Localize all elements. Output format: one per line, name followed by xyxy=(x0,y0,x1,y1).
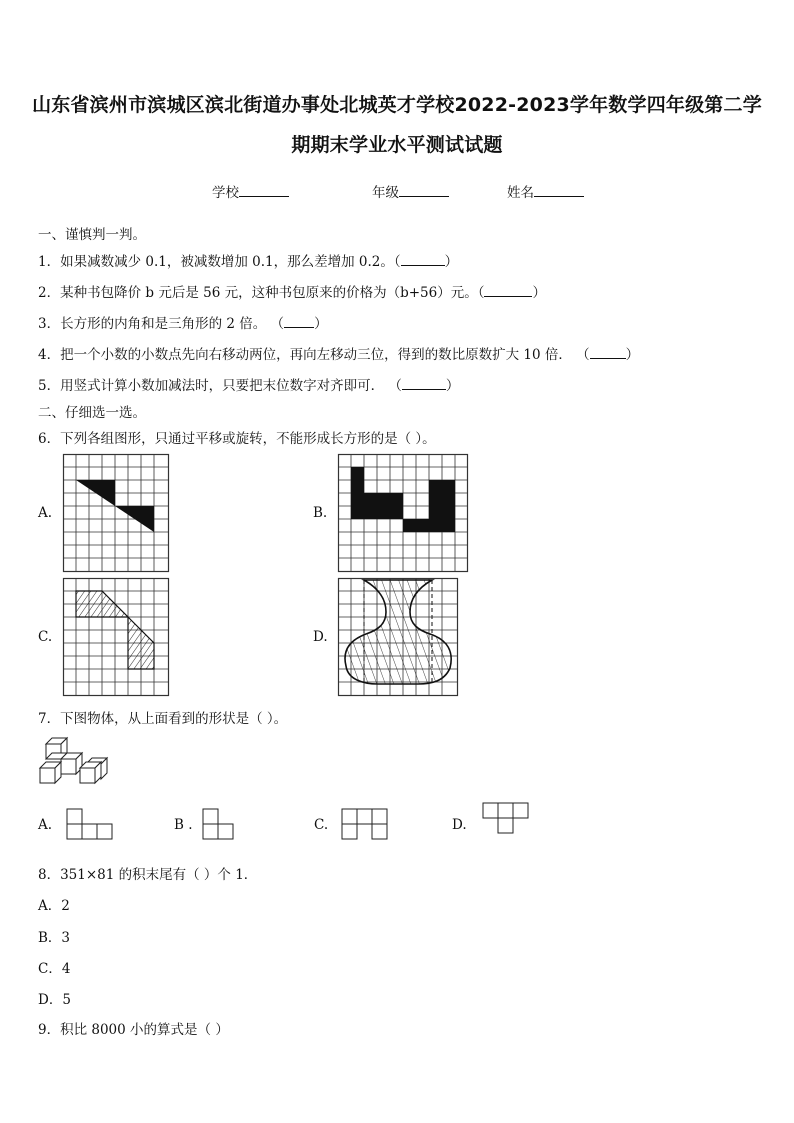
document-title-line-1: 山东省滨州市滨城区滨北街道办事处北城英才学校2022-2023学年数学四年级第二学 xyxy=(32,94,762,116)
question-3 xyxy=(38,312,328,332)
question-2-close: ） xyxy=(532,285,546,301)
question-8-stem: 8．351×81 的积末尾有（ ）个 1． xyxy=(38,867,258,883)
school-field[interactable] xyxy=(212,181,289,201)
question-7-stem: 7．下图物体，从上面看到的形状是（ ）。 xyxy=(38,711,288,727)
question-3-close: ） xyxy=(314,316,328,332)
question-3-text: 3．长方形的内角和是三角形的 2 倍。 （ xyxy=(38,316,285,332)
q7-option-a-label[interactable]: A. xyxy=(38,817,53,833)
question-4-answer-blank[interactable] xyxy=(590,348,626,359)
q7-option-d-figure xyxy=(482,802,532,842)
q6-option-c-label[interactable]: C. xyxy=(38,629,53,645)
q7-option-b-figure xyxy=(202,808,236,840)
q7-option-a-figure xyxy=(66,808,114,840)
question-4-close: ） xyxy=(625,347,640,363)
question-5-close: ） xyxy=(445,378,460,394)
school-label: 学校 xyxy=(212,185,239,201)
school-blank[interactable] xyxy=(239,184,289,197)
question-4 xyxy=(38,343,639,363)
q6-option-b-label[interactable]: B. xyxy=(313,505,328,521)
q8-option-c[interactable]: C．4 xyxy=(38,961,71,977)
question-3-answer-blank[interactable] xyxy=(284,317,314,328)
q6-figure-b xyxy=(338,454,468,572)
section-1-heading: 一、谨慎判一判。 xyxy=(38,227,146,243)
q7-cubes-figure xyxy=(38,736,108,788)
grade-label: 年级 xyxy=(372,185,399,201)
question-2-answer-blank[interactable] xyxy=(484,286,532,297)
question-9-stem: 9．积比 8000 小的算式是（ ） xyxy=(38,1022,229,1038)
grade-field[interactable] xyxy=(372,181,449,201)
section-2-heading: 二、仔细选一选。 xyxy=(38,405,146,421)
q7-option-c-label[interactable]: C. xyxy=(314,817,329,833)
question-2 xyxy=(38,281,546,301)
q6-figure-d xyxy=(338,578,458,696)
question-1-answer-blank[interactable] xyxy=(401,255,445,266)
q8-option-b[interactable]: B．3 xyxy=(38,930,71,946)
question-4-text: 4．把一个小数的小数点先向右移动两位，再向左移动三位，得到的数比原数扩大 10 倍． （ xyxy=(38,347,590,363)
document-title-line-2: 期期末学业水平测试试题 xyxy=(291,134,503,156)
q6-figure-c xyxy=(63,578,169,696)
q6-option-d-label[interactable]: D. xyxy=(313,629,328,645)
q7-option-c-figure xyxy=(341,808,391,840)
q6-figure-a xyxy=(63,454,169,572)
name-label: 姓名 xyxy=(507,185,534,201)
name-field[interactable] xyxy=(507,181,584,201)
question-5-answer-blank[interactable] xyxy=(402,379,446,390)
name-blank[interactable] xyxy=(534,184,584,197)
question-5-text: 5．用竖式计算小数加减法时，只要把末位数字对齐即可． （ xyxy=(38,378,402,394)
grade-blank[interactable] xyxy=(399,184,449,197)
q6-option-a-label[interactable]: A. xyxy=(38,505,53,521)
question-1 xyxy=(38,250,458,270)
question-5 xyxy=(38,374,459,394)
question-2-text: 2．某种书包降价 b 元后是 56 元，这种书包原来的价格为（b+56）元。（ xyxy=(38,285,485,301)
q7-option-d-label[interactable]: D. xyxy=(452,817,467,833)
question-6-stem: 6．下列各组图形，只通过平移或旋转，不能形成长方形的是（ ）。 xyxy=(38,431,436,447)
q7-option-b-label[interactable]: B . xyxy=(174,817,193,833)
question-1-close: ） xyxy=(444,254,459,270)
q8-option-a[interactable]: A．2 xyxy=(38,898,70,914)
question-1-text: 1．如果减数减少 0.1，被减数增加 0.1，那么差增加 0.2。（ xyxy=(38,254,401,270)
shape-vase xyxy=(345,580,451,684)
q8-option-d[interactable]: D．5 xyxy=(38,992,71,1008)
